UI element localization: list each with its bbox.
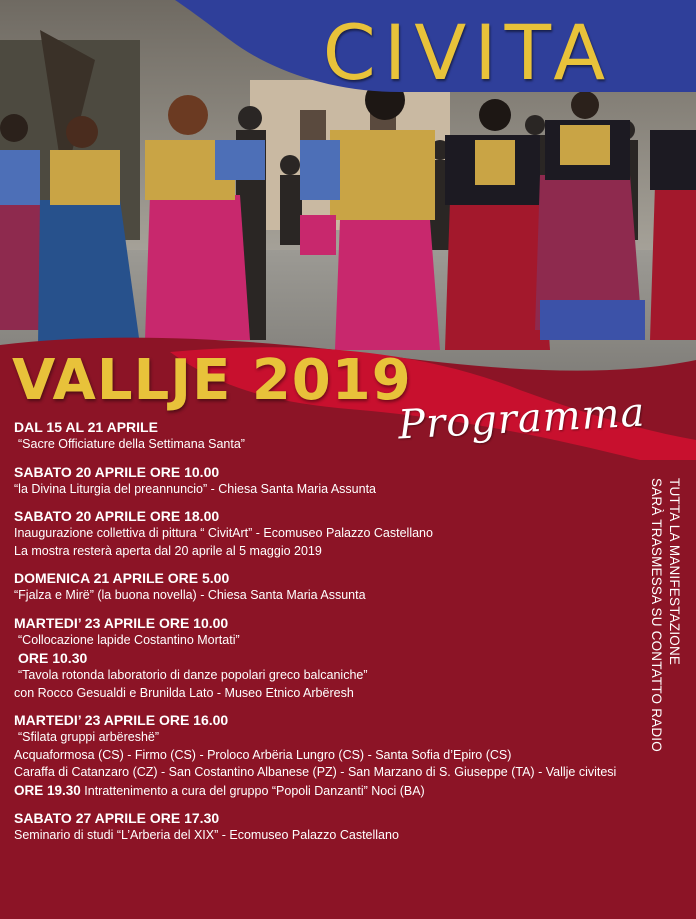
event-description: Inaugurazione collettiva di pittura “ CivitArt” - Ecomuseo Palazzo Castellano	[14, 526, 433, 540]
event-description: Seminario di studi “L’Arberia del XIX” - Ecomuseo Palazzo Castellano	[14, 828, 399, 842]
event-item	[14, 711, 644, 800]
event-heading: SABATO 20 APRILE ORE 10.00	[14, 463, 220, 480]
event-heading: DAL 15 AL 21 APRILE	[14, 419, 158, 435]
event-list	[14, 418, 644, 854]
event-description: “Sfilata gruppi arbëreshë”	[18, 730, 160, 744]
event-item	[14, 418, 644, 454]
event-heading: MARTEDI’ 23 APRILE ORE 10.00	[14, 614, 229, 631]
event-description: La mostra resterà aperta dal 20 aprile al 5 maggio 2019	[14, 543, 322, 558]
event-heading: SABATO 20 APRILE ORE 18.00	[14, 508, 220, 524]
event-description: “Tavola rotonda laboratorio di danze popolari greco balcaniche”	[18, 668, 368, 682]
event-item	[14, 507, 644, 560]
event-description: “Collocazione lapide Costantino Mortati”	[18, 632, 240, 647]
event-description: Caraffa di Catanzaro (CZ) - San Costantino Albanese (PZ) - San Marzano di S. Giuseppe (TA) - Vallje civitesi	[14, 765, 617, 779]
event-inline-text: Intrattenimento a cura del gruppo “Popoli Danzanti” Noci (BA)	[80, 783, 425, 798]
event-item	[14, 809, 644, 845]
event-item	[14, 614, 644, 703]
event-heading: DOMENICA 21 APRILE ORE 5.00	[14, 570, 230, 586]
broadcast-note-line: TUTTA LA MANIFESTAZIONE	[667, 478, 682, 666]
event-description: “la Divina Liturgia del preannuncio” - Chiesa Santa Maria Assunta	[14, 481, 376, 496]
event-description: Acquaformosa (CS) - Firmo (CS) - Proloco Arbëria Lungro (CS) - Santa Sofia d’Epiro (CS)	[14, 747, 512, 762]
event-description: con Rocco Gesualdi e Brunilda Lato - Museo Etnico Arbëresh	[14, 685, 354, 700]
event-description: “Sacre Officiature della Settimana Santa”	[18, 437, 245, 451]
event-subheading: ORE 10.30	[18, 650, 88, 666]
event-description-line	[14, 782, 644, 801]
event-heading: SABATO 27 APRILE ORE 17.30	[14, 810, 220, 826]
broadcast-note	[646, 478, 692, 796]
broadcast-note-line: SARÀ TRASMESSA SU CONTATTO RADIO	[649, 478, 664, 752]
event-inline-heading: ORE 19.30	[14, 782, 81, 798]
event-heading: MARTEDI’ 23 APRILE ORE 16.00	[14, 712, 229, 728]
programme-subtitle: Programma	[396, 389, 647, 449]
event-item	[14, 463, 644, 499]
headline: VALLJE 2019	[12, 348, 412, 413]
poster-title: CIVITA	[322, 8, 614, 97]
event-item	[14, 569, 644, 605]
event-description: “Fjalza e Mirë” (la buona novella) - Chiesa Santa Maria Assunta	[14, 588, 366, 602]
